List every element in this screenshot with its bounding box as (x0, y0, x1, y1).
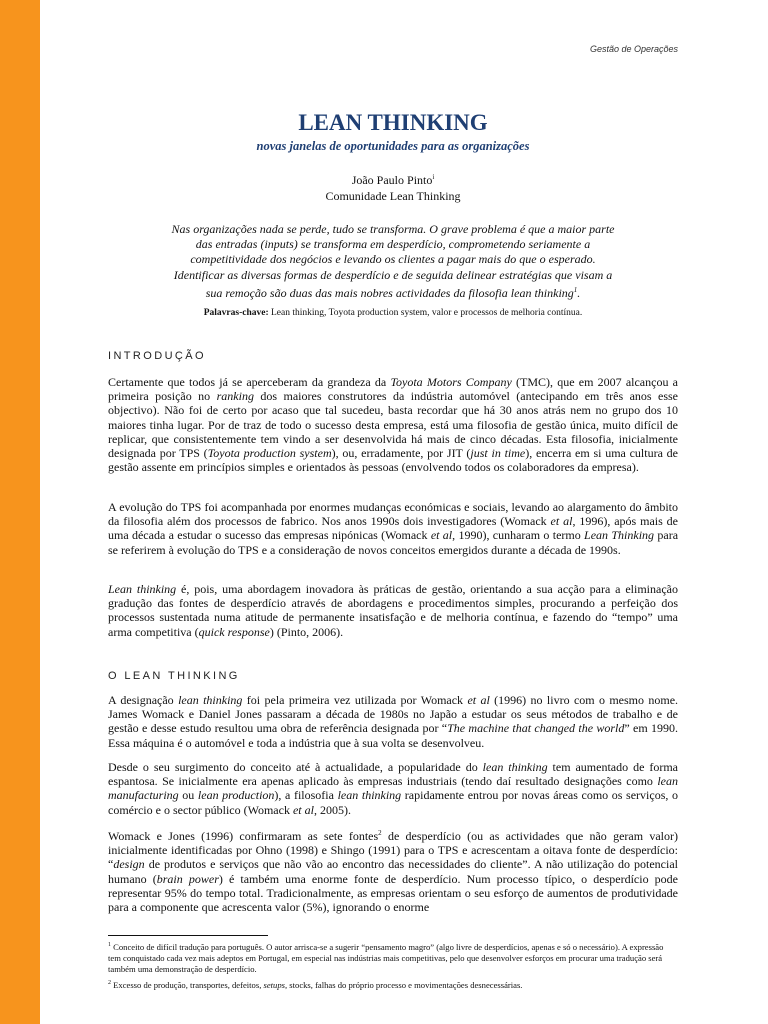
article-subtitle: novas janelas de oportunidades para as organizações (256, 139, 530, 153)
italic-text: et al (467, 693, 490, 707)
author-note-mark: i (432, 173, 435, 181)
italic-text: lean thinking (178, 693, 243, 707)
author-block (108, 169, 678, 204)
italic-text: setups, (263, 979, 288, 990)
keywords-text: Lean thinking, Toyota production system, valor e processos de melhoria contínua. (268, 308, 583, 318)
italic-text: et al (430, 528, 453, 543)
italic-text: Toyota production system (207, 446, 332, 461)
italic-text: lean manufacturing (108, 774, 678, 803)
footnote-number: 1 (108, 942, 111, 948)
abstract-line: competitividade dos negócios e levando os clientes a pagar mais do que o esperado. (190, 252, 596, 267)
paragraph: Desde o seu surgimento do conceito até à actualidade, a popularidade do lean thinking tem aumentado de forma espantosa. Se inicialmente era apenas aplicado às empresas industriais (tendo daí resultado designações como lean manufacturing ou lean production), a filosofia lean thinking rapidamente entrou por novas áreas como os serviços, o comércio e o sector público (Womack et al, 2005). (108, 760, 678, 817)
italic-text: lean thinking (337, 788, 402, 803)
italic-text: et al (550, 514, 573, 529)
italic-text: Toyota Motors Company (390, 375, 512, 389)
abstract (148, 222, 638, 301)
keywords-label: Palavras-chave: (203, 308, 269, 318)
italic-text: just in time (470, 446, 526, 461)
footnote: $^1$ Conceito de difícil tradução para português. O autor arrisca-se a sugerir “pensamento magro” (algo livre de desperdícios, apenas e só o necessário). A expressão tem conquistado cada vez mais adeptos em Portugal, em especial nas indústrias mais competitivas, pelo que desenvolver esforços em procurar uma tradução será também uma demonstração de desperdício. (108, 941, 664, 974)
paragraph: A designação lean thinking foi pela primeira vez utilizada por Womack et al (1996) no livro com o mesmo nome. James Womack e Daniel Jones passaram a década de 1980s no Japão a estudar os seus métodos de trabalho e de gestão e desse estudo resultou uma obra de referência designada por “The machine that changed the world” em 1990. Essa máquina é o automóvel e toda a indústria que à sua volta se desenvolveu. (108, 693, 679, 750)
abstract-line: sua remoção são duas das mais nobres actividades da filosofia lean thinking (205, 285, 574, 300)
paragraph: Certamente que todos já se aperceberam da grandeza da Toyota Motors Company (TMC), que em 2007 alcançou a primeira posição no ranking dos maiores construtores da indústria automóvel (antecipando em três anos esse objectivo). Não foi de certo por acaso que tal sucedeu, basta recordar que há 30 anos atrás nem no grupo dos 10 maiores tinha lugar. Por de traz de todo o sucesso desta empresa, está uma filosofia de gestão única, muito difícil de replicar, que consistentemente tem vindo a ser desenvolvida há mais de cinco décadas. Esta filosofia, inicialmente designada por TPS (Toyota production system), ou, erradamente, por JIT (just in time), encerra em si uma cultura de gestão assente em princípios simples e orientados às pessoas (envolvendo todos os colaboradores da empresa). (108, 375, 679, 475)
italic-text: brain power (156, 871, 219, 886)
italic-text: lean thinking (482, 760, 548, 774)
italic-text: Lean thinking (108, 582, 177, 596)
italic-text: ranking (216, 389, 254, 404)
italic-text: The machine that changed the world (447, 721, 625, 736)
abstract-line: das entradas (inputs) se transforma em desperdício, comprometendo seriamente a (195, 237, 591, 252)
author-name-line (108, 169, 678, 188)
abstract-line: Nas organizações nada se perde, tudo se transforma. O grave problema é que a maior parte (171, 222, 615, 236)
keywords (108, 308, 678, 318)
section-heading-lean-thinking: O LEAN THINKING (108, 670, 240, 682)
section-heading-introducao: INTRODUÇÃO (108, 350, 206, 362)
footnote-ref: 1 (573, 285, 578, 294)
footnote-separator (108, 935, 268, 936)
author-name: João Paulo Pinto (351, 173, 433, 187)
abstract-line-last (148, 283, 638, 301)
italic-text: lean production (197, 788, 275, 803)
page-content (108, 0, 678, 1024)
abstract-end: . (577, 285, 581, 300)
orange-sidebar (0, 0, 40, 1024)
footnote-ref: 2 (378, 829, 382, 837)
italic-text: quick response (198, 624, 270, 639)
italic-text: Lean Thinking (584, 528, 655, 543)
paragraph: Lean thinking é, pois, uma abordagem inovadora às práticas de gestão, orientando a sua acção para a eliminação gradução das fontes de desperdício através de abordagens e procedimentos simples, procurando a perfeição dos processos sustentada numa atitude de permanente insatisfação e de melhoria contínua, e fazendo do “tempo” uma arma competitiva (quick response) (Pinto, 2006). (108, 582, 678, 639)
italic-text: design (113, 857, 145, 872)
italic-text: et al (292, 802, 314, 817)
paragraph: A evolução do TPS foi acompanhada por enormes mudanças económicas e sociais, levando ao alargamento do âmbito da filosofia além dos processos de fabrico. Nos anos 1990s dois investigadores (Womack et al, 1996), após mais de uma década a estudar o sucesso das empresas nipónicas (Womack et al, 1990), cunharam o termo Lean Thinking para se referirem à evolução do TPS e a consideração de novos conceitos emergidos durante a década de 1990s. (108, 500, 679, 557)
article-title: LEAN THINKING (298, 110, 488, 135)
footnote: $^2$ Excesso de produção, transportes, defeitos, setups, stocks, falhas do próprio processo e movimentações desnecessárias. (108, 979, 523, 990)
author-affiliation: Comunidade Lean Thinking (325, 189, 461, 203)
footnote-number: 2 (108, 980, 111, 986)
paragraph: Womack e Jones (1996) confirmaram as sete fontes$^2$ de desperdício (ou as actividades que não geram valor) inicialmente identificadas por Ohno (1998) e Shingo (1991) para o TPS e acrescentam a oitava fonte de desperdício: “design de produtos e serviços que não vão ao encontro das necessidades do cliente”. A não utilização do potencial humano (brain power) é também uma enorme fonte de desperdício. Num processo típico, o desperdício pode representar 95% do tempo total. Tradicionalmente, as empresas orientam o seu esforço de aumentos de produtividade para a componente que acrescenta valor (5%), ignorando o enorme (108, 829, 679, 915)
running-header: Gestão de Operações (589, 44, 678, 54)
abstract-line: Identificar as diversas formas de desperdício e de seguida delinear estratégias que visam a (173, 267, 613, 282)
